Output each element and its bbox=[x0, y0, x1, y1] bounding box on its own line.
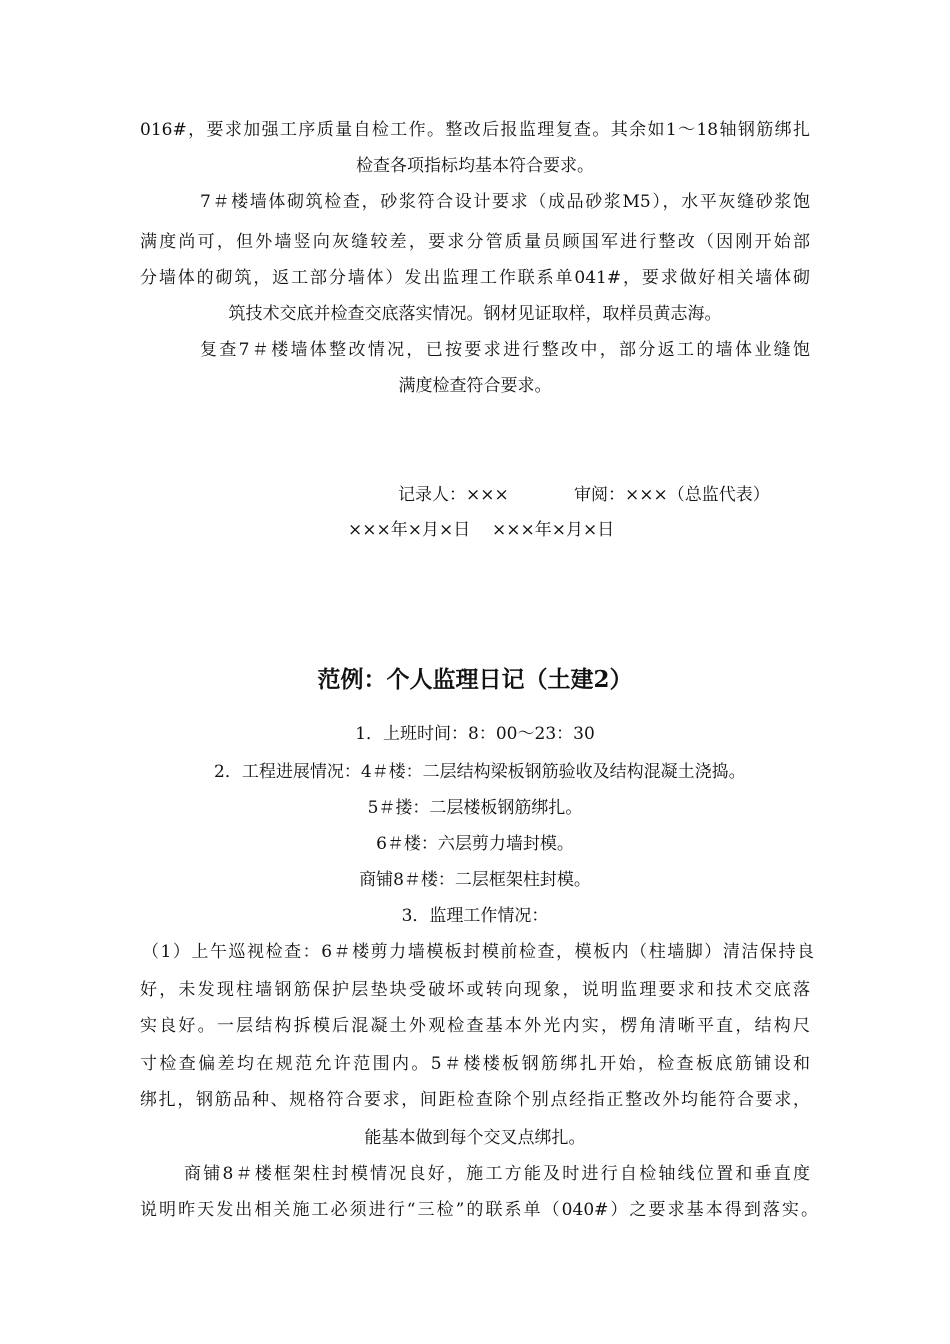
text-line: 能基本做到每个交叉点绑扎。 bbox=[364, 1128, 586, 1148]
text-line: 分墙体的砌筑，返工部分墙体）发出监理工作联系单041#，要求做好相关墙体砌 bbox=[140, 268, 810, 288]
text-line: （1）上午巡视检查：6＃楼剪力墙模板封模前检查，模板内（柱墙脚）清洁保持良 bbox=[142, 942, 814, 962]
text-line: 7＃楼墙体砌筑检查，砂浆符合设计要求（成品砂浆M5），水平灰缝砂浆饱 bbox=[200, 192, 810, 212]
list-item: 商铺8＃楼：二层框架柱封模。 bbox=[359, 870, 591, 890]
record-date: ×××年×月×日 bbox=[348, 520, 471, 540]
list-item: 2．工程进展情况：4＃楼：二层结构梁板钢筋验收及结构混凝土浇捣。 bbox=[214, 762, 746, 782]
text-line: 寸检查偏差均在规范允许范围内。5＃楼楼板钢筋绑扎开始，检查板底筋铺设和 bbox=[140, 1054, 810, 1074]
text-line: 满度检查符合要求。 bbox=[398, 376, 552, 396]
text-line: 实良好。一层结构拆模后混凝土外观检查基本外光内实，楞角清晰平直，结构尺 bbox=[140, 1016, 810, 1036]
reviewer-label: 审阅：×××（总监代表） bbox=[574, 485, 770, 505]
text-line: 016#，要求加强工序质量自检工作。整改后报监理复查。其余如1～18轴钢筋绑扎 bbox=[140, 120, 810, 140]
list-item: 5＃搂：二层楼板钢筋绑扎。 bbox=[367, 798, 583, 818]
text-line: 说明昨天发出相关施工必须进行“三检”的联系单（040#）之要求基本得到落实。 bbox=[140, 1200, 818, 1220]
text-line: 绑扎，钢筋品种、规格符合要求，间距检查除个别点经指正整改外均能符合要求， bbox=[140, 1090, 810, 1110]
list-item: 3．监理工作情况： bbox=[401, 906, 549, 926]
text-line: 好，未发现柱墙钢筋保护层垫块受破坏或转向现象，说明监理要求和技术交底落 bbox=[140, 980, 810, 1000]
text-line: 满度尚可，但外墙竖向灰缝较差，要求分管质量员顾国军进行整改（因刚开始部 bbox=[140, 232, 810, 252]
text-line: 检查各项指标均基本符合要求。 bbox=[356, 156, 594, 176]
text-line: 商铺8＃楼框架柱封模情况良好，施工方能及时进行自检轴线位置和垂直度 bbox=[184, 1164, 810, 1184]
text-line: 筑技术交底并检查交底落实情况。钢材见证取样，取样员黄志海。 bbox=[228, 304, 722, 324]
text-line: 复查7＃楼墙体整改情况，已按要求进行整改中，部分返工的墙体业缝饱 bbox=[200, 340, 810, 360]
review-date: ×××年×月×日 bbox=[492, 520, 615, 540]
section-title: 范例：个人监理日记（土建2） bbox=[317, 666, 633, 693]
list-item: 6＃楼：六层剪力墙封模。 bbox=[376, 834, 574, 854]
recorder-label: 记录人：××× bbox=[398, 485, 509, 505]
list-item: 1．上班时间：8：00～23：30 bbox=[355, 724, 595, 744]
